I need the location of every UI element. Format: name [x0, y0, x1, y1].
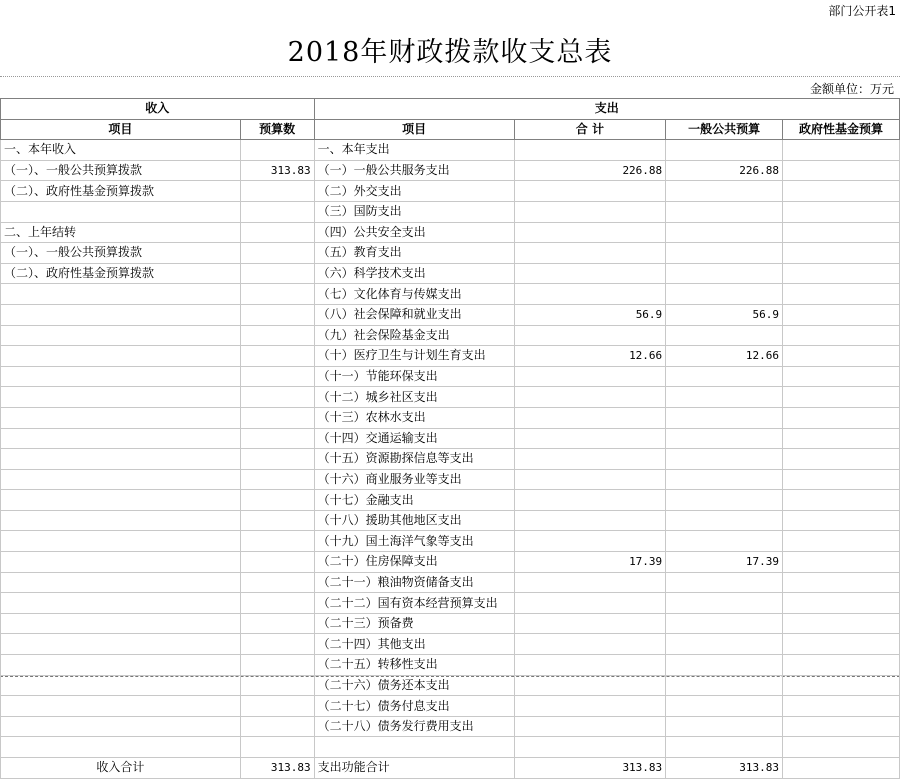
fund-budget-cell	[783, 634, 900, 655]
general-budget-cell	[666, 263, 783, 284]
income-item-cell	[1, 593, 241, 614]
general-budget-cell	[666, 593, 783, 614]
fund-budget-cell	[783, 428, 900, 449]
expense-item-cell: 一、本年支出	[314, 140, 514, 161]
general-budget-cell: 17.39	[666, 552, 783, 573]
table-row	[1, 222, 900, 243]
expense-total-cell: 17.39	[514, 552, 666, 573]
income-value-cell	[240, 531, 314, 552]
income-value-cell	[240, 181, 314, 202]
fund-total-value	[783, 758, 900, 779]
income-value-cell	[240, 572, 314, 593]
expense-item-cell: （二十三）预备费	[314, 613, 514, 634]
income-value-cell	[240, 325, 314, 346]
fund-budget-cell	[783, 737, 900, 758]
income-item-cell	[1, 346, 241, 367]
fund-budget-cell	[783, 243, 900, 264]
fund-budget-cell	[783, 510, 900, 531]
income-value-cell	[240, 263, 314, 284]
expense-item-cell: （二十八）债务发行费用支出	[314, 716, 514, 737]
general-budget-cell	[666, 490, 783, 511]
expense-item-cell: （十六）商业服务业等支出	[314, 469, 514, 490]
income-value-cell	[240, 366, 314, 387]
expense-item-cell: （六）科学技术支出	[314, 263, 514, 284]
income-item-cell	[1, 696, 241, 717]
table-row	[1, 634, 900, 655]
income-value-cell	[240, 716, 314, 737]
income-value-cell	[240, 510, 314, 531]
income-value-cell	[240, 655, 314, 676]
table-row	[1, 469, 900, 490]
table-row	[1, 263, 900, 284]
fund-budget-cell	[783, 675, 900, 696]
fund-budget-cell	[783, 572, 900, 593]
column-header-row	[1, 119, 900, 140]
fund-budget-cell	[783, 346, 900, 367]
general-budget-cell	[666, 366, 783, 387]
income-item-cell: 一、本年收入	[1, 140, 241, 161]
income-value-cell	[240, 222, 314, 243]
expense-total-cell	[514, 449, 666, 470]
expense-total-cell	[514, 675, 666, 696]
expense-item-cell	[314, 737, 514, 758]
general-budget-cell	[666, 387, 783, 408]
expense-total-cell	[514, 201, 666, 222]
income-item-cell	[1, 655, 241, 676]
fund-budget-cell	[783, 490, 900, 511]
table-row	[1, 140, 900, 161]
page-divider-top	[0, 76, 900, 77]
fund-budget-cell	[783, 407, 900, 428]
expense-item-cell: （二十七）债务付息支出	[314, 696, 514, 717]
general-budget-cell	[666, 696, 783, 717]
general-budget-header: 一般公共预算	[666, 119, 783, 140]
expense-total-cell	[514, 490, 666, 511]
income-item-cell	[1, 490, 241, 511]
income-section-header: 收入	[1, 99, 315, 120]
expense-item-cell: （十一）节能环保支出	[314, 366, 514, 387]
fund-budget-cell	[783, 181, 900, 202]
fund-budget-cell	[783, 160, 900, 181]
general-budget-cell	[666, 222, 783, 243]
income-value-cell	[240, 613, 314, 634]
table-row	[1, 325, 900, 346]
general-budget-cell	[666, 243, 783, 264]
expense-total-cell	[514, 737, 666, 758]
general-budget-cell	[666, 655, 783, 676]
income-item-cell	[1, 510, 241, 531]
expense-item-cell: （十八）援助其他地区支出	[314, 510, 514, 531]
income-budget-header: 预算数	[240, 119, 314, 140]
income-item-cell	[1, 325, 241, 346]
expense-total-cell: 56.9	[514, 304, 666, 325]
general-budget-cell	[666, 325, 783, 346]
table-row	[1, 160, 900, 181]
income-item-cell	[1, 407, 241, 428]
expense-item-cell: （十三）农林水支出	[314, 407, 514, 428]
table-row	[1, 201, 900, 222]
expense-total-cell	[514, 655, 666, 676]
fund-budget-cell	[783, 593, 900, 614]
income-item-cell	[1, 531, 241, 552]
unit-label: 金额单位：万元	[809, 82, 894, 96]
expense-total-cell	[514, 613, 666, 634]
budget-summary-table	[0, 98, 900, 779]
expense-item-header: 项目	[314, 119, 514, 140]
expense-total-cell	[514, 510, 666, 531]
table-row	[1, 572, 900, 593]
income-value-cell: 313.83	[240, 160, 314, 181]
expense-item-cell: （二十四）其他支出	[314, 634, 514, 655]
fund-budget-cell	[783, 201, 900, 222]
income-item-cell	[1, 201, 241, 222]
income-total-value: 313.83	[240, 758, 314, 779]
income-item-cell	[1, 469, 241, 490]
expense-item-cell: （二）外交支出	[314, 181, 514, 202]
table-row	[1, 531, 900, 552]
table-row	[1, 304, 900, 325]
table-row	[1, 737, 900, 758]
expense-total-cell	[514, 243, 666, 264]
expense-total-cell	[514, 387, 666, 408]
income-item-cell	[1, 572, 241, 593]
expense-item-cell: （十四）交通运输支出	[314, 428, 514, 449]
fund-budget-cell	[783, 284, 900, 305]
general-budget-cell	[666, 140, 783, 161]
income-value-cell	[240, 675, 314, 696]
income-value-cell	[240, 737, 314, 758]
income-value-cell	[240, 201, 314, 222]
table-row	[1, 696, 900, 717]
income-value-cell	[240, 552, 314, 573]
fund-budget-cell	[783, 696, 900, 717]
expense-item-cell: （七）文化体育与传媒支出	[314, 284, 514, 305]
section-header-row	[1, 99, 900, 120]
fund-budget-cell	[783, 552, 900, 573]
income-item-cell: （一）、一般公共预算拨款	[1, 243, 241, 264]
fund-budget-cell	[783, 469, 900, 490]
general-budget-cell	[666, 572, 783, 593]
expense-total-cell	[514, 469, 666, 490]
table-row	[1, 655, 900, 676]
general-budget-cell: 56.9	[666, 304, 783, 325]
income-item-cell	[1, 675, 241, 696]
page-title: 2018年财政拨款收支总表	[287, 37, 613, 68]
fund-budget-cell	[783, 531, 900, 552]
table-row	[1, 613, 900, 634]
fund-budget-cell	[783, 613, 900, 634]
income-value-cell	[240, 593, 314, 614]
income-value-cell	[240, 428, 314, 449]
income-item-cell: （一）、一般公共预算拨款	[1, 160, 241, 181]
table-row	[1, 675, 900, 696]
expense-item-cell: （五）教育支出	[314, 243, 514, 264]
expense-total-cell	[514, 593, 666, 614]
expense-item-cell: （二十一）粮油物资储备支出	[314, 572, 514, 593]
table-number-label: 部门公开表1	[828, 4, 896, 18]
income-item-cell	[1, 449, 241, 470]
table-row	[1, 449, 900, 470]
table-row	[1, 346, 900, 367]
income-value-cell	[240, 243, 314, 264]
income-item-cell	[1, 634, 241, 655]
expense-total-label: 支出功能合计	[314, 758, 514, 779]
table-row	[1, 490, 900, 511]
income-value-cell	[240, 304, 314, 325]
income-value-cell	[240, 469, 314, 490]
expense-total-value: 313.83	[514, 758, 666, 779]
income-item-cell	[1, 737, 241, 758]
general-total-value: 313.83	[666, 758, 783, 779]
fund-budget-cell	[783, 222, 900, 243]
income-item-cell	[1, 284, 241, 305]
income-item-cell	[1, 304, 241, 325]
table-row	[1, 181, 900, 202]
general-budget-cell	[666, 428, 783, 449]
general-budget-cell	[666, 716, 783, 737]
expense-total-cell	[514, 428, 666, 449]
income-value-cell	[240, 284, 314, 305]
income-value-cell	[240, 140, 314, 161]
table-row	[1, 387, 900, 408]
expense-item-cell: （十二）城乡社区支出	[314, 387, 514, 408]
fund-budget-cell	[783, 716, 900, 737]
expense-section-header: 支出	[314, 99, 899, 120]
expense-total-cell	[514, 634, 666, 655]
fund-budget-cell	[783, 655, 900, 676]
expense-total-cell	[514, 263, 666, 284]
general-budget-cell	[666, 675, 783, 696]
expense-item-cell: （二十二）国有资本经营预算支出	[314, 593, 514, 614]
income-item-cell: （二）、政府性基金预算拨款	[1, 181, 241, 202]
general-budget-cell: 226.88	[666, 160, 783, 181]
table-row	[1, 552, 900, 573]
income-value-cell	[240, 407, 314, 428]
income-value-cell	[240, 387, 314, 408]
income-item-cell	[1, 428, 241, 449]
expense-item-cell: （三）国防支出	[314, 201, 514, 222]
fund-budget-cell	[783, 263, 900, 284]
expense-total-cell	[514, 366, 666, 387]
expense-total-cell	[514, 716, 666, 737]
expense-item-cell: （十）医疗卫生与计划生育支出	[314, 346, 514, 367]
income-item-cell: 二、上年结转	[1, 222, 241, 243]
income-value-cell	[240, 449, 314, 470]
fund-budget-header: 政府性基金预算	[783, 119, 900, 140]
income-total-label: 收入合计	[1, 758, 241, 779]
income-item-cell	[1, 613, 241, 634]
fund-budget-cell	[783, 366, 900, 387]
table-row	[1, 428, 900, 449]
general-budget-cell	[666, 181, 783, 202]
expense-total-cell	[514, 284, 666, 305]
table-row	[1, 366, 900, 387]
expense-item-cell: （十九）国土海洋气象等支出	[314, 531, 514, 552]
fund-budget-cell	[783, 140, 900, 161]
fund-budget-cell	[783, 304, 900, 325]
expense-total-cell: 12.66	[514, 346, 666, 367]
expense-total-header: 合 计	[514, 119, 666, 140]
income-item-cell	[1, 366, 241, 387]
income-item-cell	[1, 552, 241, 573]
general-budget-cell	[666, 284, 783, 305]
general-budget-cell	[666, 613, 783, 634]
table-row	[1, 510, 900, 531]
general-budget-cell	[666, 201, 783, 222]
expense-item-cell: （二十）住房保障支出	[314, 552, 514, 573]
expense-item-cell: （十七）金融支出	[314, 490, 514, 511]
expense-item-cell: （二十六）债务还本支出	[314, 675, 514, 696]
table-row	[1, 284, 900, 305]
general-budget-cell: 12.66	[666, 346, 783, 367]
income-value-cell	[240, 346, 314, 367]
income-item-cell: （二）、政府性基金预算拨款	[1, 263, 241, 284]
table-row	[1, 407, 900, 428]
expense-item-cell: （二十五）转移性支出	[314, 655, 514, 676]
expense-item-cell: （一）一般公共服务支出	[314, 160, 514, 181]
fund-budget-cell	[783, 325, 900, 346]
fund-budget-cell	[783, 387, 900, 408]
expense-item-cell: （八）社会保障和就业支出	[314, 304, 514, 325]
expense-total-cell: 226.88	[514, 160, 666, 181]
expense-total-cell	[514, 222, 666, 243]
fund-budget-cell	[783, 449, 900, 470]
general-budget-cell	[666, 531, 783, 552]
expense-total-cell	[514, 325, 666, 346]
general-budget-cell	[666, 737, 783, 758]
expense-total-cell	[514, 531, 666, 552]
expense-item-cell: （九）社会保险基金支出	[314, 325, 514, 346]
expense-item-cell: （四）公共安全支出	[314, 222, 514, 243]
income-item-cell	[1, 387, 241, 408]
income-item-cell	[1, 716, 241, 737]
general-budget-cell	[666, 449, 783, 470]
expense-total-cell	[514, 407, 666, 428]
general-budget-cell	[666, 469, 783, 490]
expense-total-cell	[514, 140, 666, 161]
general-budget-cell	[666, 510, 783, 531]
total-row	[1, 758, 900, 779]
table-row	[1, 243, 900, 264]
income-value-cell	[240, 696, 314, 717]
income-item-header: 项目	[1, 119, 241, 140]
expense-total-cell	[514, 181, 666, 202]
expense-item-cell: （十五）资源勘探信息等支出	[314, 449, 514, 470]
general-budget-cell	[666, 407, 783, 428]
income-value-cell	[240, 490, 314, 511]
income-value-cell	[240, 634, 314, 655]
expense-total-cell	[514, 572, 666, 593]
expense-total-cell	[514, 696, 666, 717]
general-budget-cell	[666, 634, 783, 655]
table-row	[1, 593, 900, 614]
table-row	[1, 716, 900, 737]
